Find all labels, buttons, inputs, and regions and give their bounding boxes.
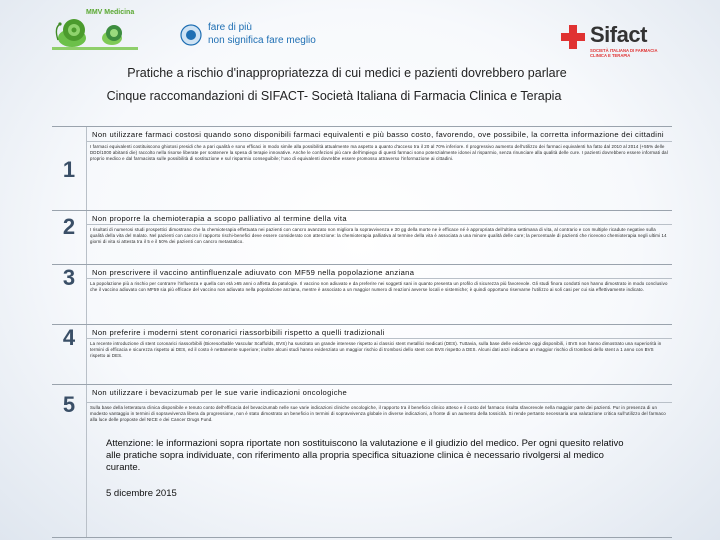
fare-di-piu-line1: fare di più (208, 22, 252, 33)
disclaimer-note: Attenzione: le informazioni sopra riportate non sostituiscono la valutazione e il giudizio del medico. Per ogni quesito relativo alle pratiche sopra individuate, con riferimento alla propria specifica situazione clinica è necessario rivolgersi al medico curante. (106, 438, 624, 473)
sifact-logo-subtitle: SOCIETÀ ITALIANA DI FARMACIA CLINICA E TERAPIA (590, 48, 658, 58)
fare-di-piu-line2: non significa fare meglio (208, 35, 316, 46)
recommendation-body: Sulla base della letteratura clinica disponibile e tenuto conto dell'efficacia del bevacizumab nelle sue varie indicazioni cliniche oncologiche, il rapporto tra il beneficio clinico atteso e il costo del farmaco risulta sfavorevole nella maggior parte dei pazienti. Pur in presenza di un modesto vantaggio in termini di sopravvivenza libera da progressione, non è stato dimostrato un beneficio in termini di sopravvivenza globale in diverse indicazioni, a fronte di un aumento della tossicità. Si rende pertanto necessaria una valutazione critica sull'utilizzo del farmaco alla luce delle proposte del NICE e dei Cancer Drugs Fund. (90, 405, 666, 422)
recommendation-number: 2 (62, 214, 76, 239)
recommendation-body: La recente introduzione di stent coronarici riassorbibili (Bioresorbable Vascular Scaffolds, BVS) ha suscitato un grande interesse rispetto ai classici stent metallici medicati (DES). Tuttavia, sulla base delle evidenze oggi disponibili, i BVS non hanno dimostrato una superiorità in termini di efficacia e sicurezza rispetto ai DES, ed il costo è nettamente superiore; inoltre alcuni studi hanno evidenziato un maggior rischio di trombosi dello stent con BVS rispetto a DES. Alcuni dati anzi indicano un maggior rischio di trombosi dello stent a 1 anno con BVS rispetto ai DES. (90, 341, 662, 358)
sifact-logo-name: Sifact (590, 22, 647, 47)
recommendation-number: 1 (62, 157, 76, 182)
recommendation-heading: Non utilizzare i bevacizumab per le sue varie indicazioni oncologiche (92, 388, 348, 397)
recommendation-number: 4 (62, 325, 76, 350)
recommendation-row (52, 126, 672, 211)
sifact-logo (560, 20, 670, 68)
recommendation-heading: Non prescrivere il vaccino antinfluenzale adiuvato con MF59 nella popolazione anziana (92, 268, 415, 277)
recommendation-heading: Non utilizzare farmaci costosi quando sono disponibili farmaci equivalenti e più basso costo, favorendo, ove possibile, la corretta informazione dei cittadini (92, 130, 664, 139)
slow-medicine-logo-text: MMV Medicina (86, 9, 135, 16)
page-subtitle: Cinque raccomandazioni di SIFACT- Società Italiana di Farmacia Clinica e Terapia (106, 89, 562, 103)
recommendation-body: I farmaci equivalenti costituiscono ghiotosi presidi che a pari qualità e sono efficaci in modo simile alla possibilità attualmente ma aspetto a quanto d'acceso tra il 20 al 70% inferiore. Il progressivo aumento dell'utilizzo dei farmaci equivalenti ha fatto dal 2010 al 2014 (+55% delle DDD/1000 abitanti die) raccolto nella risorse liberate per sostenere la spesa di terapie innovative. Anche le confezioni più care dell'impiego di questi farmaci sono potenzialmente idonei al risparmio, senza rinunciare alla qualità delle cure. I pazienti dovrebbero essere informati dal proprio medico e dal farmacista sulle possibilità di sostituzione e sul risparmio conseguibile; l'uso di equivalenti dovrebbe essere promosso attraverso l'informazione ai cittadini. (90, 144, 668, 161)
red-cross-icon (560, 24, 586, 50)
recommendation-body: I risultati di numerosi studi prospettici dimostrano che la chemioterapia effettuata nei pazienti con cancro avanzato non migliora la sopravvivenza e 30 gg della morte ne è efficace né è appropriata dell'ultima settimana di vita, al contrario e con multiple ricadute negative sulla qualità della vita del malato. Nel pazienti con cancro il rapporto rischi-benefici deve essere considerato con attenzione: la chemioterapia palliativa al termine della vita è associata a una minore qualità delle cure; la percentuale di pazienti che ricevono chemioterapia negli ultimi 14 giorni di vita si attesta tra il 5 e il 50% dei pazienti con cancro metastatico. (90, 227, 667, 244)
recommendation-number: 5 (62, 392, 76, 417)
recommendation-row (52, 210, 672, 265)
page-title: Pratiche a rischio d'inappropriatezza di cui medici e pazienti dovrebbero parlare (127, 66, 567, 80)
recommendation-number: 3 (62, 265, 76, 290)
recommendation-row (52, 264, 672, 325)
recommendation-heading: Non preferire i moderni stent coronarici riassorbibili rispetto a quelli tradizionali (92, 328, 385, 337)
document-date: 5 dicembre 2015 (106, 488, 177, 499)
recommendation-heading: Non proporre la chemioterapia a scopo palliativo al termine della vita (92, 214, 347, 223)
fare-di-piu-logo (180, 18, 340, 56)
recommendation-row (52, 324, 672, 385)
circle-logo-icon (180, 24, 202, 46)
recommendation-body: La popolazione più a rischio per contrarre l'influenza e quella con età ≥65 anni o affetta da patologie. Il vaccino non adiuvato e da preferire nei soggetti sani in quanto presenta un profilo di sicurezza più favorevole. Gli studi finora condotti non hanno dimostrato in modo conclusivo che il vaccino adiuvato con MF59 sia più efficace del vaccino non adiuvato nella popolazione anziana, mentre è associato a un maggior numero di reazioni avverse locali e sistemiche; è quindi opportuno riservarne l'utilizzo ai soli casi per cui sia effettivamente indicato. (90, 281, 668, 292)
slow-medicine-logo (52, 8, 138, 52)
recommendations-table (52, 126, 672, 538)
